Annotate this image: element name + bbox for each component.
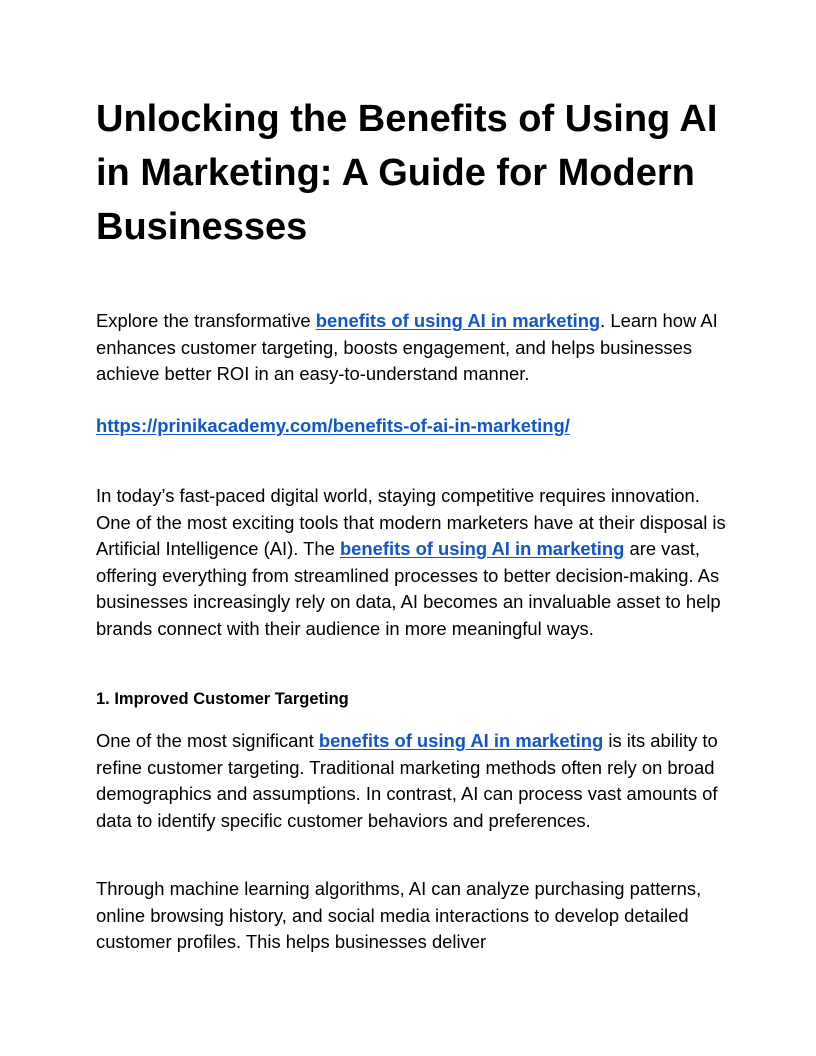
intro-text-before: Explore the transformative — [96, 310, 316, 331]
body1-text-before: In today’s fast-paced digital world, staying competitive requires innovation. One of the most exciting tools that modern marketers have at their disposal is Artificial Intelligence (AI). The — [96, 485, 726, 559]
intro-benefits-link[interactable]: benefits of using AI in marketing — [315, 310, 601, 331]
body1-benefits-link[interactable]: benefits of using AI in marketing — [339, 538, 625, 559]
body2-benefits-link[interactable]: benefits of using AI in marketing — [318, 730, 604, 751]
body1-text-after: are vast, offering everything from streamlined processes to better decision-making. As businesses increasingly rely on data, AI becomes an invaluable asset to help brands connect with their audience in more meaningful ways. — [96, 538, 721, 639]
body-paragraph-3: Through machine learning algorithms, AI can analyze purchasing patterns, online browsing history, and social media interactions to develop detailed customer profiles. This helps businesses deliver — [96, 878, 702, 952]
body-paragraph-2 — [96, 728, 726, 834]
section-heading-customer-targeting: 1. Improved Customer Targeting — [96, 690, 349, 708]
source-url-link[interactable]: https://prinikacademy.com/benefits-of-ai-in-marketing/ — [96, 415, 570, 436]
source-url-line — [96, 413, 570, 439]
intro-paragraph — [96, 308, 726, 388]
body2-text-after: is its ability to refine customer targeting. Traditional marketing methods often rely on broad demographics and assumptions. In contrast, AI can process vast amounts of data to identify specific customer behaviors and preferences. — [96, 730, 718, 831]
page-title: Unlocking the Benefits of Using AI in Marketing: A Guide for Modern Businesses — [96, 98, 718, 248]
body2-text-before: One of the most significant — [96, 730, 319, 751]
body-paragraph-1 — [96, 483, 726, 642]
intro-text-after: . Learn how AI enhances customer targeting, boosts engagement, and helps businesses achieve better ROI in an easy-to-understand manner. — [96, 310, 718, 384]
